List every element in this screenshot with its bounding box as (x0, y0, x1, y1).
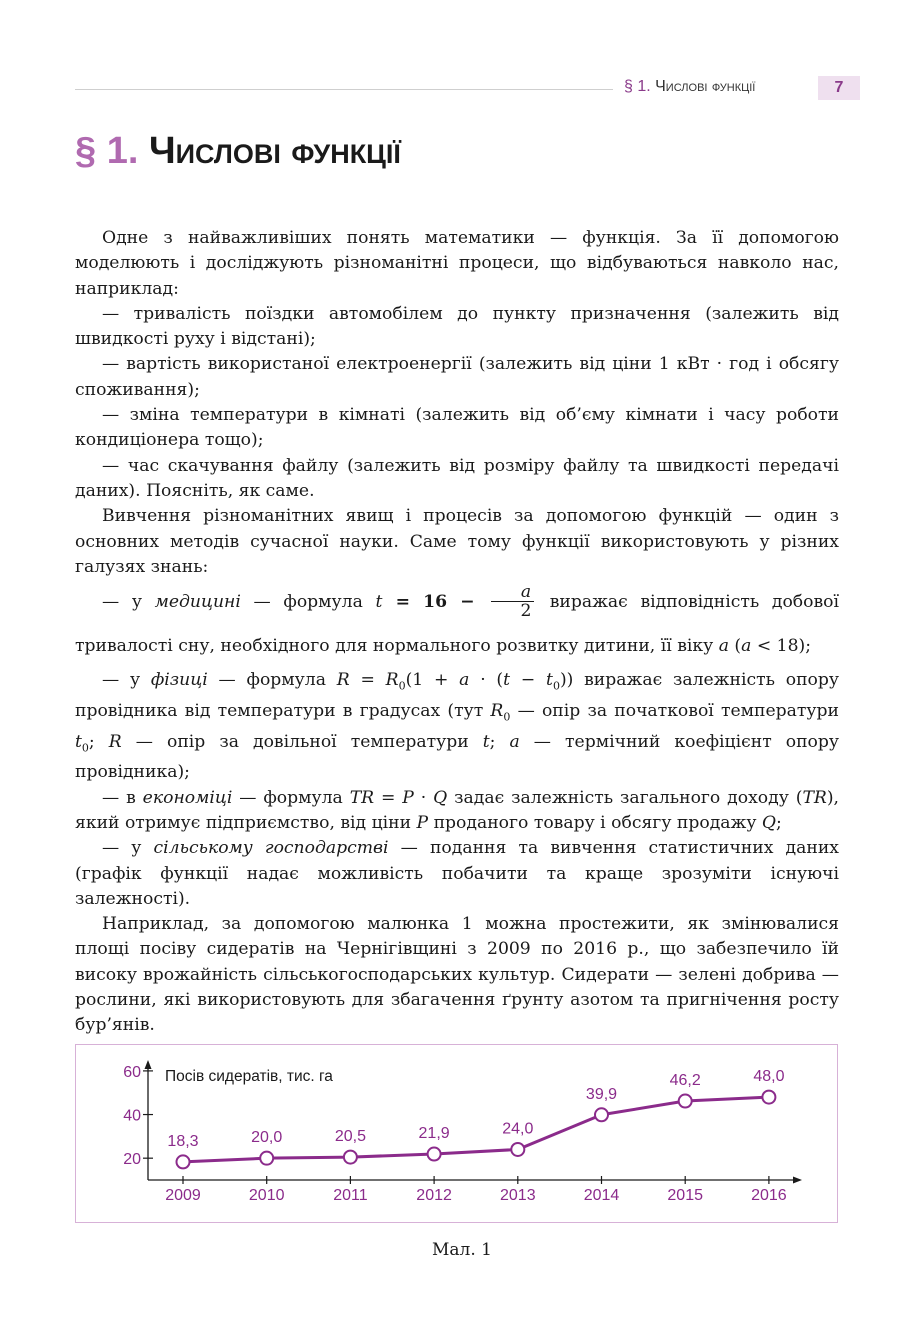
y-tick-label: 60 (123, 1063, 141, 1081)
phys-sub0: 0 (398, 679, 406, 693)
body-text (75, 226, 839, 1039)
data-point (679, 1095, 692, 1108)
econ-Q2: Q (761, 812, 777, 833)
bullet-trip: — тривалість поїздки автомобілем до пункту призначення (залежить від швидкості руху і відстані); (75, 303, 839, 350)
phys-sub0c: 0 (503, 710, 511, 724)
phys-tb: t (482, 731, 490, 752)
phys-text4: — опір за довільної температури (121, 731, 483, 752)
bullet-electricity: — вартість використаної електроенергії (залежить від ціни 1 кВт · год і обсягу споживання); (75, 354, 839, 400)
data-point (762, 1091, 775, 1104)
agri-field: сільському господарстві (153, 838, 389, 859)
med-text: виражає відповідність добової тривалості сну, необхідного для нормального розвитку дитини, її віку (75, 592, 840, 657)
phys-text3: ; (88, 731, 109, 752)
med-formula-lhs: t (375, 592, 383, 613)
running-head-section-mark: § 1. (624, 78, 651, 95)
econ-eq: = (374, 787, 403, 808)
phys-R0b: R (490, 700, 504, 721)
phys-text2: — опір за початкової температури (510, 700, 839, 721)
x-tick-label: 2013 (500, 1187, 536, 1204)
phys-t: t (503, 670, 511, 691)
econ-Q: Q (433, 787, 448, 808)
phys-t0: t (546, 670, 553, 691)
econ-text1: задає залежність загального доходу ( (447, 787, 803, 808)
phys-text5: ; (489, 731, 510, 752)
paragraph-economics (75, 786, 839, 837)
data-point (511, 1143, 524, 1156)
data-label: 24,0 (502, 1120, 534, 1138)
econ-TR2: TR (802, 787, 827, 808)
phys-eq: = (349, 670, 386, 691)
econ-formula-intro: — формула (232, 787, 350, 808)
phys-R: R (336, 670, 350, 691)
phys-ab: a (509, 731, 520, 752)
econ-TR: TR (349, 787, 375, 808)
phys-text1: виражає залежність опору провідника від температури в градусах (тут (75, 670, 839, 721)
chart-title: Посів сидератів, тис. га (165, 1068, 333, 1085)
y-tick-label: 40 (123, 1107, 141, 1125)
paragraph-medicine (75, 580, 839, 668)
paragraph-example: Наприклад, за допомогою малюнка 1 можна простежити, як змінювалися площі посіву сидератів на Чернігівщині з 2009 по 2016 р., що забезпечило їй високу врожайність сільськогосподарських культур. Сидерати — зелені добрива — рослини, які використовують для збагачення ґрунту азотом та пригнічення росту бур’янів. (75, 914, 839, 1036)
med-prefix: — у (102, 592, 155, 613)
paragraph-intro: Одне з найважливіших понять математики — функція. За її допомогою моделюють і досліджують різноманітні процеси, що відбуваються навколо нас, наприклад: (75, 228, 839, 299)
phys-field: фізиці (150, 670, 208, 691)
title-text: Числові функції (148, 130, 401, 172)
med-var2: a (741, 636, 752, 657)
title-section-mark: § 1. (75, 130, 139, 172)
data-label: 21,9 (418, 1125, 450, 1143)
econ-P: P (402, 787, 414, 808)
phys-alpha: a (459, 670, 470, 691)
med-fraction (491, 583, 534, 620)
econ-field: економіці (142, 787, 233, 808)
data-point (595, 1108, 608, 1121)
med-formula-intro: — формула (240, 592, 376, 613)
data-point (428, 1148, 441, 1161)
y-tick-label: 20 (123, 1151, 141, 1169)
econ-text4: ; (776, 812, 782, 833)
running-head-title: Числові функції (655, 78, 756, 95)
x-tick-label: 2010 (248, 1187, 285, 1204)
phys-sub0b: 0 (552, 679, 560, 693)
paragraph-agriculture (75, 836, 839, 912)
phys-Rb: R (108, 731, 122, 752)
phys-paren1: (1 + (405, 670, 460, 691)
agri-prefix: — у (102, 838, 154, 859)
med-paren: ( (728, 636, 742, 657)
x-tick-label: 2015 (667, 1187, 703, 1204)
phys-prefix: — у (102, 670, 151, 691)
med-end: < 18); (751, 636, 812, 657)
phys-minus: − (510, 670, 547, 691)
data-label: 20,5 (334, 1128, 366, 1146)
data-label: 46,2 (669, 1072, 701, 1090)
x-tick-label: 2009 (165, 1187, 201, 1204)
line-chart (75, 1044, 838, 1223)
phys-t0b: t (75, 731, 82, 752)
page-title (75, 130, 401, 173)
phys-text6: — термічний коефіцієнт опору провідника); (75, 731, 840, 783)
econ-dot: · (413, 787, 434, 808)
data-label: 39,9 (585, 1085, 618, 1103)
phys-close: )) (559, 670, 574, 691)
phys-dot: · ( (469, 670, 504, 691)
data-point (177, 1155, 190, 1168)
med-var: a (718, 636, 729, 657)
bullet-download: — час скачування файлу (залежить від розміру файлу та швидкості передачі даних). Поясніть, як саме. (75, 455, 839, 501)
data-label: 18,3 (167, 1132, 199, 1150)
bullet-temperature: — зміна температури в кімнаті (залежить від об’єму кімнати і часу роботи кондиціонера тощо); (75, 405, 839, 451)
data-label: 48,0 (753, 1068, 785, 1086)
x-tick-label: 2011 (333, 1187, 368, 1204)
econ-P2: P (416, 812, 429, 833)
header-rule (75, 89, 613, 90)
paragraph-methods: Вивчення різноманітних явищ і процесів за допомогою функцій — один з основних методів сучасної науки. Саме тому функції використовують у різних галузях знань: (75, 506, 839, 577)
phys-formula-intro: — формула (207, 670, 337, 691)
x-tick-label: 2014 (583, 1187, 620, 1204)
y-axis-arrow (145, 1060, 152, 1069)
x-tick-label: 2016 (751, 1187, 787, 1204)
figure-caption: Мал. 1 (432, 1240, 492, 1260)
econ-prefix: — в (102, 787, 143, 808)
running-head (624, 78, 755, 96)
data-label: 20,0 (251, 1129, 283, 1147)
med-fraction-denominator: 2 (520, 601, 532, 622)
x-axis-arrow (793, 1177, 802, 1184)
med-field: медицині (154, 592, 241, 613)
med-fraction-numerator: a (491, 583, 534, 602)
med-formula-eq: = 16 − (382, 592, 488, 613)
agri-text: — подання та вивчення статистичних даних (графік функції надає можливість побачити та краще зрозуміти існуючі залежності). (75, 838, 839, 909)
page-number: 7 (818, 76, 860, 100)
x-tick-label: 2012 (416, 1187, 452, 1204)
data-point (344, 1151, 357, 1164)
paragraph-physics (75, 668, 839, 786)
econ-text3: проданого товару і обсягу продажу (428, 812, 762, 833)
econ-text2: ), який отримує підприємство, від ціни (75, 787, 840, 833)
phys-sub0d: 0 (81, 741, 89, 755)
data-point (260, 1152, 273, 1165)
phys-R0: R (385, 670, 399, 691)
